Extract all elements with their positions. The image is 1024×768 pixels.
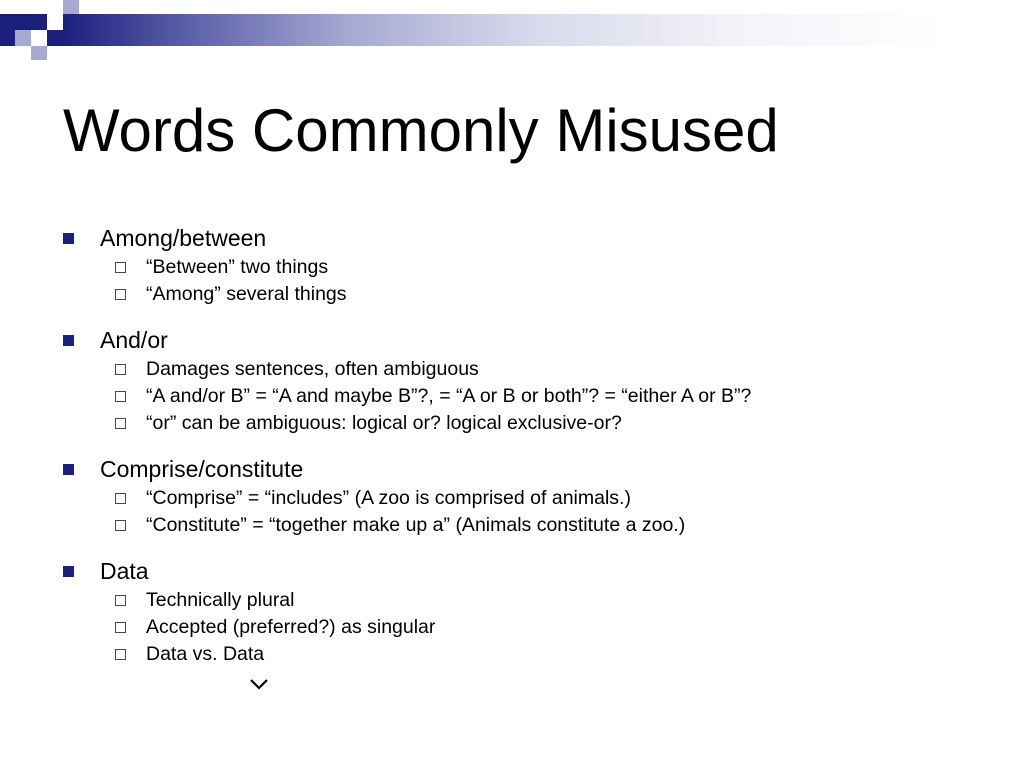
decor-square bbox=[15, 14, 31, 30]
slide-title: Words Commonly Misused bbox=[63, 97, 779, 164]
decor-square bbox=[31, 30, 47, 46]
header-band bbox=[0, 14, 1024, 46]
sub-bullet-item bbox=[63, 512, 983, 539]
bullet-item bbox=[63, 555, 983, 587]
sub-bullet-item bbox=[63, 410, 983, 437]
filled-square-icon bbox=[63, 335, 74, 346]
sub-bullet-text: Damages sentences, often ambiguous bbox=[146, 358, 479, 380]
decor-square bbox=[31, 0, 47, 14]
hollow-square-icon bbox=[115, 649, 126, 660]
filled-square-icon bbox=[63, 566, 74, 577]
sub-bullet-item bbox=[63, 641, 983, 668]
sub-bullet-text: “Constitute” = “together make up a” (Animals constitute a zoo.) bbox=[146, 514, 686, 536]
decor-square bbox=[47, 30, 63, 46]
bullet-group bbox=[63, 324, 983, 437]
decor-square bbox=[63, 0, 79, 14]
bullet-item bbox=[63, 222, 983, 254]
filled-square-icon bbox=[63, 233, 74, 244]
decor-square bbox=[15, 30, 31, 46]
bullet-label: Data bbox=[100, 557, 149, 584]
sub-bullet-text: “A and/or B” = “A and maybe B”?, = “A or B or both”? = “either A or B”? bbox=[146, 385, 752, 407]
sub-bullet-text: “Among” several things bbox=[146, 283, 347, 305]
hollow-square-icon bbox=[115, 418, 126, 429]
hollow-square-icon bbox=[115, 595, 126, 606]
hollow-square-icon bbox=[115, 493, 126, 504]
sub-bullet-item bbox=[63, 587, 983, 614]
bullet-label: Among/between bbox=[100, 224, 267, 251]
sub-bullet-text: Accepted (preferred?) as singular bbox=[146, 616, 436, 638]
sub-bullet-item bbox=[63, 614, 983, 641]
bullet-list bbox=[63, 222, 983, 684]
sub-bullet-item bbox=[63, 383, 983, 410]
bullet-group bbox=[63, 222, 983, 308]
sub-bullet-item bbox=[63, 356, 983, 383]
sub-bullet-item bbox=[63, 254, 983, 281]
hollow-square-icon bbox=[115, 364, 126, 375]
bullet-group bbox=[63, 453, 983, 539]
sub-bullet-text: “Comprise” = “includes” (A zoo is comprised of animals.) bbox=[146, 487, 631, 509]
hollow-square-icon bbox=[115, 391, 126, 402]
bullet-label: Comprise/constitute bbox=[100, 455, 304, 482]
hollow-square-icon bbox=[115, 289, 126, 300]
hollow-square-icon bbox=[115, 262, 126, 273]
decor-square bbox=[47, 14, 63, 30]
hollow-square-icon bbox=[115, 520, 126, 531]
sub-bullet-text: “or” can be ambiguous: logical or? logical exclusive-or? bbox=[146, 412, 622, 434]
bullet-item bbox=[63, 324, 983, 356]
sub-bullet-item bbox=[63, 281, 983, 308]
mouse-cursor-icon bbox=[250, 678, 268, 696]
decor-square bbox=[31, 46, 47, 60]
sub-bullet-item bbox=[63, 485, 983, 512]
sub-bullet-text: “Between” two things bbox=[146, 256, 329, 278]
hollow-square-icon bbox=[115, 622, 126, 633]
bullet-label: And/or bbox=[100, 326, 168, 353]
sub-bullet-text: Technically plural bbox=[146, 589, 295, 611]
bullet-group bbox=[63, 555, 983, 668]
bullet-item bbox=[63, 453, 983, 485]
sub-bullet-text: Data vs. Data bbox=[146, 643, 265, 665]
filled-square-icon bbox=[63, 464, 74, 475]
